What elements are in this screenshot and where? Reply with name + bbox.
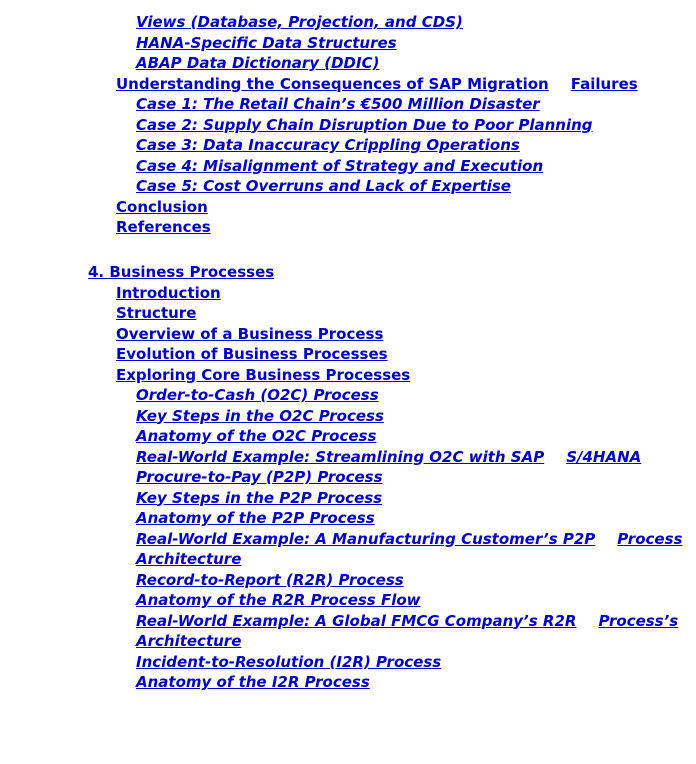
toc-entry-link-continuation[interactable]: S/4HANA <box>566 447 642 466</box>
toc-entry-link[interactable]: Key Steps in the P2P Process <box>136 488 383 507</box>
toc-entry-link-continuation[interactable]: Process’s Architecture <box>136 611 679 650</box>
toc-entry-link[interactable]: Conclusion <box>116 197 208 216</box>
toc-entry-link[interactable]: Anatomy of the O2C Process <box>136 427 377 445</box>
toc-entry-link[interactable]: Introduction <box>116 283 221 302</box>
toc-entry[interactable] <box>0 115 696 136</box>
toc-entry-link[interactable]: Case 2: Supply Chain Disruption Due to Poor Planning <box>136 115 593 134</box>
toc-entry[interactable] <box>0 344 696 365</box>
toc-entry-link[interactable]: Procure-to-Pay (P2P) Process <box>136 468 383 486</box>
toc-entry[interactable] <box>0 447 696 468</box>
toc-entry-link[interactable]: ABAP Data Dictionary (DDIC) <box>136 54 380 72</box>
toc-entry[interactable] <box>0 488 696 509</box>
toc-spacer <box>0 238 696 260</box>
toc-entry-link[interactable]: Exploring Core Business Processes <box>116 365 411 384</box>
toc-entry[interactable] <box>0 672 696 693</box>
toc-entry-link[interactable]: Understanding the Consequences of SAP Migration <box>116 74 549 93</box>
toc-entry-link[interactable]: Anatomy of the I2R Process <box>136 673 370 691</box>
toc-entry[interactable] <box>0 365 696 386</box>
toc-entry-link-continuation[interactable]: Process Architecture <box>136 529 683 568</box>
toc-entry-link[interactable]: Case 5: Cost Overruns and Lack of Expertise <box>136 177 511 195</box>
toc-entry-link[interactable]: Anatomy of the R2R Process Flow <box>136 591 421 609</box>
toc-entry-link[interactable]: Order-to-Cash (O2C) Process <box>136 386 379 404</box>
toc-entry-link[interactable]: Structure <box>116 304 197 322</box>
toc-entry[interactable] <box>0 217 696 238</box>
toc-chapter-link[interactable]: 4. Business Processes <box>88 262 275 281</box>
toc-entry-link[interactable]: Case 1: The Retail Chain’s €500 Million Disaster <box>136 95 540 113</box>
toc-entry[interactable] <box>0 33 696 54</box>
toc-entry-link[interactable]: Case 3: Data Inaccuracy Crippling Operations <box>136 136 520 154</box>
toc-entry[interactable] <box>0 324 696 345</box>
toc-entry-link[interactable]: Real-World Example: A Global FMCG Company’s R2R <box>136 611 577 630</box>
toc-entry[interactable] <box>0 156 696 177</box>
toc-entry-link[interactable]: Views (Database, Projection, and CDS) <box>136 13 463 31</box>
toc-entry[interactable] <box>0 590 696 611</box>
toc-entry[interactable] <box>0 74 696 95</box>
toc-entry-link[interactable]: Case 4: Misalignment of Strategy and Execution <box>136 156 544 175</box>
toc-entry[interactable] <box>0 12 696 33</box>
toc-entry[interactable] <box>0 197 696 218</box>
toc-entry[interactable] <box>0 652 696 673</box>
toc-entry[interactable] <box>0 176 696 197</box>
toc-entry[interactable] <box>0 570 696 591</box>
toc-entry[interactable] <box>0 135 696 156</box>
toc-entry-link[interactable]: Overview of a Business Process <box>116 324 384 343</box>
toc-chapter-heading[interactable] <box>0 262 696 283</box>
toc-entry[interactable] <box>0 406 696 427</box>
toc-entry-link[interactable]: HANA-Specific Data Structures <box>136 33 397 52</box>
toc-entry-link[interactable]: Key Steps in the O2C Process <box>136 406 384 425</box>
toc-entry[interactable] <box>0 283 696 304</box>
toc-entry-link[interactable]: Incident-to-Resolution (I2R) Process <box>136 652 442 671</box>
toc-entry-link[interactable]: Record-to-Report (R2R) Process <box>136 570 404 589</box>
toc-entry[interactable] <box>0 385 696 406</box>
toc-entry[interactable] <box>0 94 696 115</box>
toc-entry[interactable] <box>0 426 696 447</box>
toc-entry-link[interactable]: References <box>116 218 211 236</box>
toc-list-lower <box>0 283 696 693</box>
toc-list-upper <box>0 12 696 238</box>
toc-entry-link[interactable]: Anatomy of the P2P Process <box>136 509 375 527</box>
toc-entry[interactable] <box>0 467 696 488</box>
toc-entry-link-continuation[interactable]: Failures <box>570 74 638 93</box>
toc-entry[interactable] <box>0 611 696 652</box>
toc-entry[interactable] <box>0 508 696 529</box>
toc-entry[interactable] <box>0 529 696 570</box>
toc-entry[interactable] <box>0 303 696 324</box>
toc-entry-link[interactable]: Real-World Example: Streamlining O2C with SAP <box>136 447 545 466</box>
toc-entry-link[interactable]: Evolution of Business Processes <box>116 345 388 363</box>
toc-entry-link[interactable]: Real-World Example: A Manufacturing Customer’s P2P <box>136 529 596 548</box>
toc-entry[interactable] <box>0 53 696 74</box>
